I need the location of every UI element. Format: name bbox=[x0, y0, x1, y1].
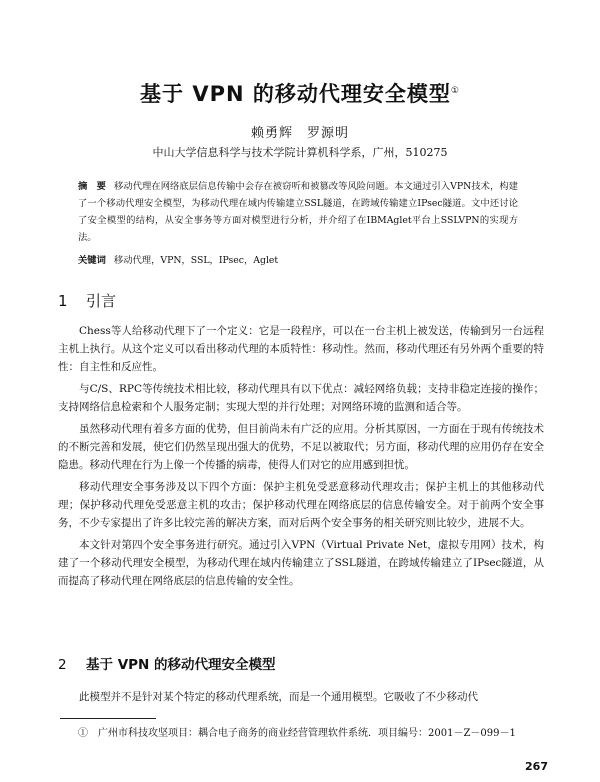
section-2-number: 2 bbox=[58, 657, 67, 673]
authors: 赖勇辉 罗源明 bbox=[250, 126, 349, 141]
section-2-first-line: 此模型并不是针对某个特定的移动代理系统，而是一个通用模型。它吸收了不少移动代 bbox=[79, 691, 478, 703]
footnote bbox=[78, 726, 544, 741]
paragraph: 虽然移动代理有着多方面的优势，但目前尚未有广泛的应用。分析其原因，一方面在于现有传统技术的不断完善和发展，使它们仍然呈现出强大的优势，不足以被取代；另方面，移动代理的应用仍存在安全隐患。移动代理在行为上像一个传播的病毒，使得人们对它的应用感到担忧。 bbox=[58, 423, 544, 471]
section-1-body bbox=[58, 322, 544, 594]
title-text: 基于 VPN 的移动代理安全模型 bbox=[140, 82, 451, 106]
title-footnote-mark: ① bbox=[450, 86, 460, 96]
abstract-text: 移动代理在网络底层信息传输中会存在被窃听和被篡改等风险问题。本文通过引入VPN技术，构建了一个移动代理安全模型，为移动代理在域内传输建立SSL隧道，在跨域传输建立IPsec隧道。文中还讨论了安全模型的结构，从安全事务等方面对模型进行分析，并介绍了在IBMAglet平台上SSLVPN的实现方法。 bbox=[78, 181, 518, 243]
abstract-label: 摘 要 bbox=[78, 181, 107, 192]
footnote-divider bbox=[60, 718, 156, 719]
footnote-text: 广州市科技攻坚项目：耦合电子商务的商业经营管理软件系统．项目编号：2001－Z－099－1 bbox=[98, 728, 516, 739]
abstract bbox=[78, 178, 518, 246]
keywords bbox=[78, 252, 518, 266]
section-2-title: 基于 VPN 的移动代理安全模型 bbox=[86, 657, 276, 673]
footnote-mark: ① bbox=[78, 728, 88, 739]
section-1-number: 1 bbox=[58, 292, 68, 310]
paper-title bbox=[0, 78, 600, 108]
paragraph: 本文针对第四个安全事务进行研究。通过引入VPN（Virtual Private Net，虚拟专用网）技术，构建了一个移动代理安全模型，为移动代理在域内传输建立了SSL隧道，在跨域传输建立了IPsec隧道，从而提高了移动代理在网络底层的信息传输的安全性。 bbox=[58, 539, 544, 587]
paragraph: 移动代理安全事务涉及以下四个方面：保护主机免受恶意移动代理攻击；保护主机上的其他移动代理；保护移动代理免受恶意主机的攻击；保护移动代理在网络底层的信息传输安全。对于前两个安全事务，不少专家提出了许多比较完善的解决方案，而对后两个安全事务的相关研究则比较少，进展不大。 bbox=[58, 481, 544, 529]
section-1-heading bbox=[58, 290, 116, 311]
section-2-heading bbox=[58, 653, 276, 673]
section-1-title: 引言 bbox=[86, 292, 117, 310]
keywords-text: 移动代理，VPN，SSL，IPsec，Aglet bbox=[113, 255, 279, 266]
paragraph: 与C/S、RPC等传统技术相比较，移动代理具有以下优点：减轻网络负载；支持非稳定连接的操作；支持网络信息检索和个人服务定制；实现大型的并行处理；对网络环境的监测和适合等。 bbox=[58, 383, 544, 413]
keywords-label: 关键词 bbox=[78, 255, 106, 266]
affiliation: 中山大学信息科学与技术学院计算机科学系，广州，510275 bbox=[152, 146, 448, 159]
paragraph: Chess等人给移动代理下了一个定义：它是一段程序，可以在一台主机上被发送，传输到另一台远程主机上执行。从这个定义可以看出移动代理的本质特性：移动性。然而，移动代理还有另外两个重要的特性：自主性和反应性。 bbox=[58, 325, 544, 373]
page-number: 267 bbox=[525, 760, 548, 773]
